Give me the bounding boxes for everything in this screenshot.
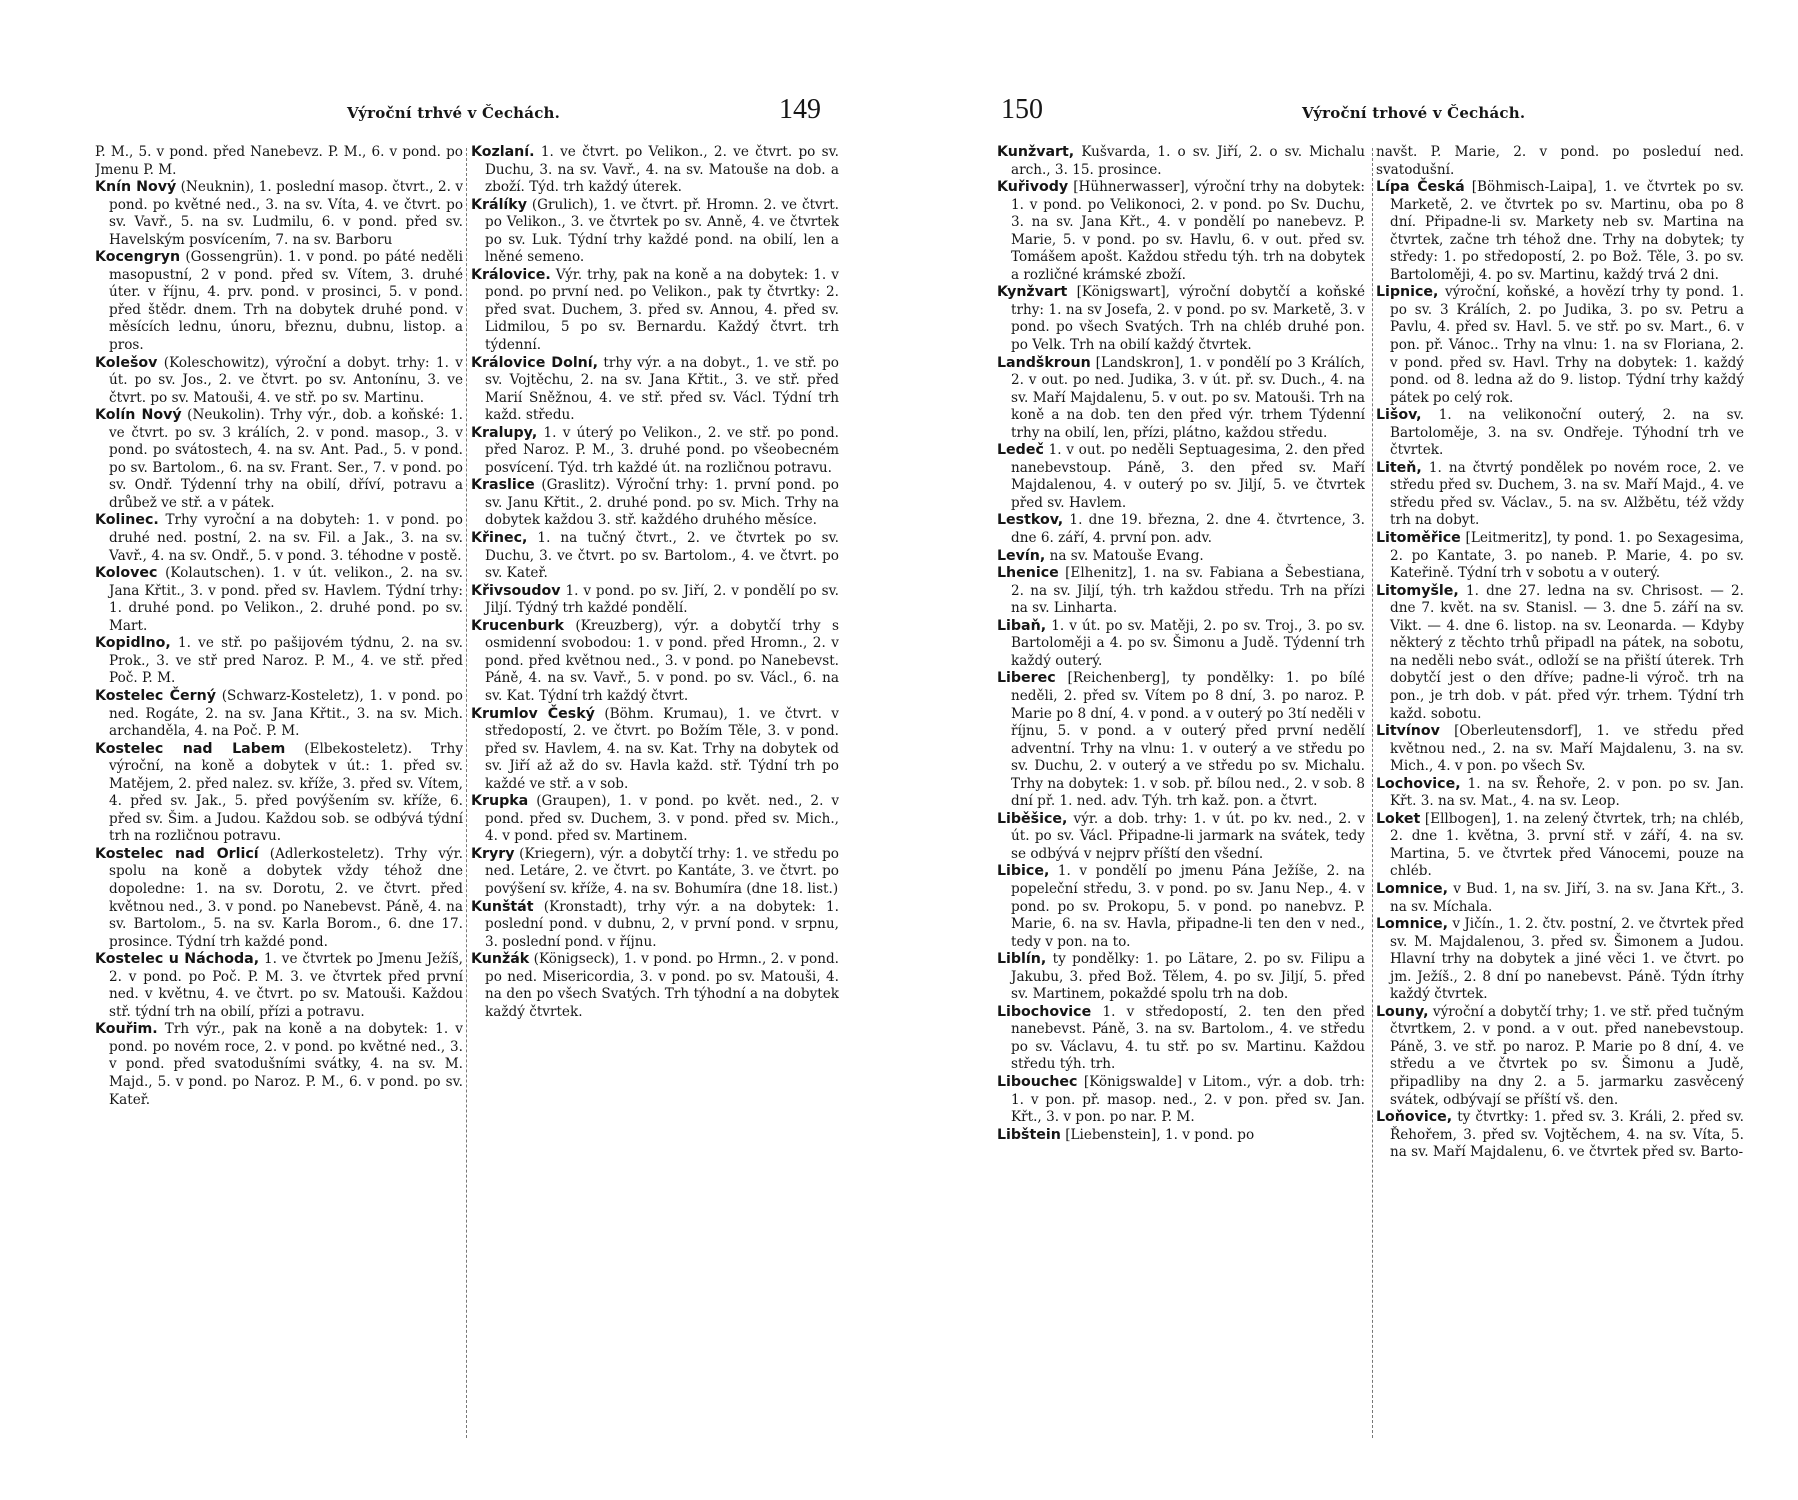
dictionary-entry	[95, 565, 463, 635]
dictionary-entry	[471, 355, 839, 425]
dictionary-entry	[1376, 179, 1744, 284]
dictionary-entry	[1376, 530, 1744, 583]
dictionary-entry	[95, 355, 463, 408]
entry-headword: Louny,	[1376, 1003, 1429, 1020]
entry-headword: Kostelec nad Orlicí	[95, 845, 259, 862]
entry-headword: Loňovice,	[1376, 1109, 1453, 1126]
entry-text: [Reichenberg], ty pondělky: 1. po bílé neděli, 2. před sv. Vítem po 8 dní, 3. po naroz. P. Marie po 8 dní, 4. v pond. a v outerý po 3tí neděli v říjnu, 5. v pond. a v outerý před první nedělí adventní. Trhy na vlnu: 1. v outerý a ve středu po sv. Duchu, 2. v outerý a ve středu po sv. Michalu. Trhy na dobytek: 1. v sob. př. bílou ned., 2. v sob. 8 dní př. 1. ned. adv. Týh. trh kaž. pon. a čtvrt.	[1011, 670, 1365, 810]
entry-text: [Hühnerwasser], výroční trhy na dobytek: 1. v pond. po Velikonoci, 2. v pond. po Sv. Duchu, 3. na sv. Jana Křt., 4. v pondělí po nanebevz. P. Marie, 5. v pond. po sv. Havlu, 6. v out. před sv. Tomášem apošt. Každou středu týh. trh na dobytek a rozličné krámské zboží.	[1011, 179, 1365, 283]
dictionary-entry	[997, 442, 1365, 512]
entry-headword: Liběšice,	[997, 810, 1068, 827]
entry-headword: Kostelec u Náchoda,	[95, 951, 260, 968]
right-page	[900, 0, 1798, 1500]
entry-headword: Kuřivody	[997, 179, 1069, 196]
entry-text: [Liebenstein], 1. v pond. po	[1065, 1126, 1255, 1143]
dictionary-entry	[997, 1004, 1365, 1074]
entry-text: [Ellbogen], 1. na zelený čtvrtek, trh; na chléb, 2. dne 1. května, 3. první stř. v září, 4. na sv. Martina, 5. ve čtvrtek před Vánocemi, pouze na chléb.	[1390, 810, 1744, 880]
entry-headword: Lipnice,	[1376, 284, 1439, 301]
dictionary-entry	[95, 179, 463, 249]
entry-text: (Königseck), 1. v pond. po Hrmn., 2. v pond. po ned. Misericordia, 3. v pond. po sv. Matouši, 4. na den po všech Svatých. Trh týhodní a na dobytek každý čtvrtek.	[485, 951, 839, 1020]
entry-headword: Libice,	[997, 863, 1050, 880]
entry-headword: Kocengryn	[95, 249, 181, 266]
entry-text: (Elbekosteletz). Trhy výroční, na koně a dobytek v út.: 1. před sv. Matějem, 2. před nalez. sv. kříže, 3. před sv. Vítem, 4. před sv. Jak., 5. před povýšením sv. kříže, 6. před sv. Šim. a Judou. Každou sob. se odbývá týdní trh na rozličnou potravu.	[109, 740, 463, 845]
entry-text: (Kreuzberg), výr. a dobytčí trhy s osmidenní svobodou: 1. v pond. před Hromn., 2. v pond. před květnou ned., 3. v pond. po Nanebevst. Páně, 4. na sv. Vavř., 5. v pond. po sv. Václ., 6. na sv. Kat. Týdní trh každý čtvrt.	[485, 617, 839, 704]
dictionary-entry	[997, 670, 1365, 810]
dictionary-entry	[997, 284, 1365, 354]
entry-headword: Lochovice,	[1376, 775, 1461, 792]
column-rule	[466, 148, 467, 1438]
dictionary-entry	[471, 618, 839, 706]
entry-headword: Kraslice	[471, 477, 535, 494]
entry-headword: Křivsoudov	[471, 582, 561, 599]
dictionary-entry	[95, 688, 463, 741]
entry-text: [Elhenitz], 1. na sv. Fabiana a Šebestiana, 2. na sv. Jiljí, týh. trh každou středu. Trh na přízi na sv. Linharta.	[1011, 565, 1365, 617]
entry-text: [Leitmeritz], ty pond. 1. po Sexagesima, 2. po Kantate, 3. po naneb. P. Marie, 4. po sv. Kateřině. Týdní trh v sobotu a v outerý.	[1390, 530, 1744, 582]
dictionary-entry	[997, 863, 1365, 951]
entry-headword: Libochovice	[997, 1003, 1092, 1020]
entry-headword: Landškroun	[997, 354, 1091, 371]
dictionary-entry	[95, 407, 463, 512]
dictionary-entry	[1376, 723, 1744, 776]
entry-text: (Kronstadt), trhy výr. a na dobytek: 1. poslední pond. v dubnu, 2, v první pond. v srpnu, 3. poslední pond. v říjnu.	[485, 898, 839, 950]
entry-text: výroční, koňské, a hovězí trhy ty pond. 1. po sv. 3 Králích, 2. po Judika, 3. po sv. Petru a Pavlu, 4. před sv. Havl. 5. ve stř. po sv. Mart., 6. v pon. př. Vánoc.. Trhy na vlnu: 1. na sv Floriana, 2. v pond. před sv. Havl. Trhy na dobytek: 1. každý pond. od 8. ledna až do 9. listop. Týdní trhy každý pátek po celý rok.	[1390, 284, 1744, 406]
dictionary-entry	[471, 267, 839, 355]
entry-text: v Jičín., 1. 2. čtv. postní, 2. ve čtvrtek před sv. M. Majdalenou, 3. před sv. Šimonem a Judou. Hlavní trhy na dobytek a jiné věci 1. ve čtvrt. po jm. Ježíš., 2. 8 dní po nanebevst. Páně. Týdn ítrhy každý čtvrtek.	[1390, 916, 1744, 1003]
dictionary-entry	[471, 425, 839, 478]
dictionary-entry	[997, 179, 1365, 284]
entry-text: (Graupen), 1. v pond. po květ. ned., 2. v pond. před sv. Duchem, 3. v pond. před sv. Mich., 4. v pond. před sv. Martinem.	[485, 793, 839, 845]
entry-text: 1. ve čtvrtek po Jmenu Ježíš, 2. v pond. po Poč. P. M. 3. ve čtvrtek před první ned. v květnu, 4. ve čtvrt. po sv. Matouši. Každou stř. týdní trh na obilí, přízi a potravu.	[109, 951, 463, 1020]
entry-text: (Kriegern), výr. a dobytčí trhy: 1. ve středu po ned. Letáre, 2. ve čtvrt. po Kantáte, 3. ve čtvrt. po povýšení sv. kříže, 4. na sv. Bohumíra (dne 18. list.)	[485, 845, 839, 897]
entry-headword: Liberec	[997, 670, 1056, 687]
entry-headword: Lomnice,	[1376, 880, 1448, 897]
entry-headword: Krumlov Český	[471, 705, 595, 722]
dictionary-entry	[471, 583, 839, 618]
entry-text: (Gossengrün). 1. v pond. po páté neděli masopustní, 2 v pond. před sv. Vítem, 3. druhé úter. v říjnu, 4. prv. pond. v prosinci, 5. v pond. před štědr. dnem. Trh na dobytek druhé pond. v měsících lednu, únoru, březnu, dubnu, listop. a pros.	[109, 249, 463, 354]
entry-text: výr. a dob. trhy: 1. v út. po kv. ned., 2. v út. po sv. Václ. Připadne-li jarmark na svátek, tedy se odbývá v nejprv příští den všední.	[1011, 810, 1365, 862]
entry-text: 1. v out. po neděli Septuagesima, 2. den před nanebevstoup. Páně, 3. den před sv. Maří Majdalenou, 4. v outerý po sv. Jiljí, 5. ve čtvrtek před sv. Havlem.	[1011, 442, 1365, 511]
entry-text: [Landskron], 1. v pondělí po 3 Králích, 2. v out. po ned. Judika, 3. v út. př. sv. Duch., 4. na sv. Maří Majdalenu, 5. v out. po sv. Matouši. Trh na koně a na dob. ten den před výr. trhem Týdenní trhy na obilí, len, přízi, plátno, každou středu.	[1011, 354, 1365, 441]
entry-text: Kušvarda, 1. o sv. Jiří, 2. o sv. Michalu arch., 3. 15. prosince.	[1011, 144, 1365, 178]
entry-headword: Knín Nový	[95, 179, 177, 196]
entry-text: ty čtvrtky: 1. před sv. 3. Králi, 2. před sv. Řehořem, 3. před sv. Vojtěchem, 4. na sv. Víta, 5. na sv. Maří Majdalenu, 6. ve čtvrtek před sv. Barto-	[1390, 1109, 1744, 1161]
entry-text: (Kolautschen). 1. v út. velikon., 2. na sv. Jana Křtit., 3. v pond. před sv. Havlem. Týdní trhy: 1. druhé pond. po Velikon., 2. druhé pond. po sv. Mart.	[109, 565, 463, 634]
dictionary-entry	[1376, 407, 1744, 460]
entry-text: v Bud. 1, na sv. Jiří, 3. na sv. Jana Křt., 3. na sv. Míchala.	[1390, 880, 1744, 915]
entry-text: Trh výr., pak na koně a na dobytek: 1. v pond. po novém roce, 2. v pond. po květné ned., 3. v pond. před svatodušními svátky, 4. na sv. M. Majd., 5. v pond. po Naroz. P. M., 6. v pond. po sv. Kateř.	[109, 1021, 463, 1108]
entry-text: (Böhm. Krumau), 1. ve čtvrt. v středopostí, 2. ve čtvrt. po Božím Těle, 3. v pond. před sv. Havlem, 4. na sv. Kat. Trhy na dobytek od sv. Jiří až až do sv. Havla každ. stř. Týdní trh po každé ve stř. a v sob.	[485, 705, 839, 792]
entry-text: 1. na sv. Řehoře, 2. v pon. po sv. Jan. Křt. 3. na sv. Mat., 4. na sv. Leop.	[1390, 775, 1744, 810]
dictionary-entry	[1376, 583, 1744, 723]
entry-headword: Kynžvart	[997, 284, 1068, 301]
dictionary-entry	[1376, 811, 1744, 881]
entry-headword: Libštein	[997, 1126, 1061, 1143]
entry-text: 1. v pondělí po jmenu Pána Ježíše, 2. na popeleční středu, 3. v pond. po sv. Janu Nep., 4. v pond. po sv. Prokopu, 5. v pond. po nanebvz. P. Marie, 6. na sv. Havla, připadne-li ten den v ned., tedy v pon. na to.	[1011, 863, 1365, 950]
dictionary-entry	[471, 477, 839, 530]
column	[1376, 144, 1744, 1474]
dictionary-entry	[471, 899, 839, 952]
entry-text: (Schwarz-Kosteletz), 1. v pond. po ned. Rogáte, 2. na sv. Jana Křtit., 3. na sv. Mich. archanděla, 4. na Poč. P. M.	[109, 687, 463, 740]
entry-headword: Lišov,	[1376, 407, 1422, 424]
entry-headword: Kralupy,	[471, 424, 538, 441]
entry-headword: Kouřim.	[95, 1021, 158, 1038]
entry-text: 1. v úterý po Velikon., 2. ve stř. po pond. před Naroz. P. M., 3. druhé pond. po všeobecném posvícení. Týd. trh každé út. na rozličnou potravu.	[485, 424, 839, 476]
dictionary-entry	[1376, 881, 1744, 916]
dictionary-entry	[95, 1021, 463, 1109]
column	[95, 144, 463, 1474]
dictionary-entry	[95, 951, 463, 1021]
entry-headword: Kunžák	[471, 951, 530, 968]
entry-text: 1. v středopostí, 2. ten den před nanebevst. Páně, 3. na sv. Bartolom., 4. ve středu po sv. Václavu, 4. tu stř. po sv. Martinu. Každou středu týh. trh.	[1011, 1003, 1365, 1073]
entry-text: na sv. Matouše Evang.	[1049, 547, 1204, 564]
dictionary-entry	[471, 706, 839, 794]
dictionary-entry	[95, 144, 463, 179]
dictionary-entry	[1376, 1004, 1744, 1109]
entry-headword: Kolešov	[95, 354, 158, 371]
entry-headword: Libaň,	[997, 617, 1047, 634]
entry-headword: Kryry	[471, 845, 515, 862]
entry-headword: Lomnice,	[1376, 916, 1448, 933]
dictionary-entry	[997, 1127, 1365, 1145]
entry-headword: Libouchec	[997, 1073, 1078, 1090]
dictionary-entry	[997, 548, 1365, 566]
entry-text: [Oberleutensdorf], 1. ve středu před květnou ned., 2. na sv. Maří Majdalenu, 3. na sv. Mich., 4. v pon. po všech Sv.	[1390, 723, 1744, 775]
entry-text: 1. na velikonoční outerý, 2. na sv. Bartoloměje, 3. na sv. Ondřeje. Týhodní trh ve čtvrtek.	[1390, 407, 1744, 459]
entry-headword: Kozlaní.	[471, 144, 535, 160]
page-number: 150	[1001, 94, 1043, 125]
dictionary-entry	[997, 618, 1365, 671]
entry-headword: Ledeč	[997, 442, 1044, 459]
entry-text: (Adlerkosteletz). Trhy výr. spolu na koně a dobytek vždy téhož dne dopoledne: 1. na sv. Dorotu, 2. ve čtvrt. před květnou ned., 3. v pond. po Nanebevst. Páně, 4. na sv. Bartolom., 5. na sv. Karla Borom., 6. dne 17. prosince. Týdní trh každé pond.	[109, 845, 463, 950]
entry-text: 1. ve stř. po pašijovém týdnu, 2. na sv. Prok., 3. ve stř pred Naroz. P. M., 4. ve stř. před Poč. P. M.	[109, 635, 463, 687]
entry-text: 1. na čtvrtý pondělek po novém roce, 2. ve středu před sv. Duchem, 3. na sv. Maří Majd., 4. ve středu před sv. Václav., 5. na sv. Alžbětu, též vždy trh na dobyt.	[1390, 459, 1744, 529]
entry-headword: Kolovec	[95, 565, 158, 582]
entry-headword: Litvínov	[1376, 723, 1440, 740]
column	[997, 144, 1365, 1474]
entry-headword: Litoměřice	[1376, 530, 1461, 547]
entry-text: ty pondělky: 1. po Lätare, 2. po sv. Filipu a Jakubu, 3. před Bož. Tělem, 4. po sv. Jiljí, 5. před sv. Martinem, pokaždé spolu trh na dob.	[1011, 951, 1365, 1003]
running-header: Výroční trhové v Čechách.	[1302, 104, 1526, 122]
dictionary-entry	[95, 635, 463, 688]
entry-text: 1. na tučný čtvrt., 2. ve čtvrtek po sv. Duchu, 3. ve čtvrt. po sv. Bartolom., 4. ve čtvrt. po sv. Kateř.	[485, 530, 839, 582]
column	[471, 144, 839, 1474]
column-rule	[1372, 148, 1373, 1438]
dictionary-entry	[1376, 144, 1744, 179]
entry-text: trhy výr. a na dobyt., 1. ve stř. po sv. Vojtěchu, 2. na sv. Jana Křtit., 3. ve stř. před Marií Sněžnou, 4. ve stř. před sv. Václ. Týdní trh každ. středu.	[485, 354, 839, 424]
entry-text: Trhy vyroční a na dobyteh: 1. v pond. po druhé ned. postní, 2. na sv. Fil. a Jak., 3. na sv. Vavř., 4. na sv. Ondř., 5. v pond. 3. téhodne v postě.	[109, 512, 463, 564]
dictionary-entry	[471, 197, 839, 267]
entry-text: 1. dne 19. března, 2. dne 4. čtvrtence, 3. dne 6. září, 4. první pon. adv.	[1011, 512, 1365, 547]
entry-text: 1. v út. po sv. Matěji, 2. po sv. Troj., 3. po sv. Bartoloměji a 4. po sv. Šimonu a Judě. Týdenní trh každý outerý.	[1011, 617, 1365, 669]
dictionary-entry	[997, 1074, 1365, 1127]
entry-headword: Levín,	[997, 547, 1046, 564]
entry-headword: Kopidlno,	[95, 635, 171, 652]
dictionary-entry	[1376, 776, 1744, 811]
entry-headword: Králíky	[471, 196, 527, 213]
dictionary-entry	[1376, 284, 1744, 407]
dictionary-entry	[1376, 1109, 1744, 1162]
entry-headword: Křinec,	[471, 530, 528, 547]
entry-text: [Königswalde] v Litom., výr. a dob. trh: 1. v pon. př. masop. ned., 2. v pon. před sv. Jan. Křt., 3. v pon. po nar. P. M.	[1011, 1073, 1365, 1126]
entry-headword: Liteň,	[1376, 459, 1422, 476]
dictionary-entry	[997, 565, 1365, 618]
entry-text: (Neuknin), 1. poslední masop. čtvrt., 2. v pond. po květné ned., 3. na sv. Víta, 4. ve čtvrt. po sv. Vavř., 5. na sv. Ludmilu, 6. v pond. před sv. Havelským posvícením, 7. na sv. Barboru	[109, 179, 463, 248]
entry-headword: Kolín Nový	[95, 407, 182, 424]
entry-headword: Krucenburk	[471, 617, 564, 634]
entry-text: [Böhmisch-Laipa], 1. ve čtvrtek po sv. Marketě, 2. ve čtvrtek po sv. Martinu, oba po 8 dní. Připadne-li sv. Markety neb sv. Martina na čtvrtek, začne trh téhož dne. Trhy na dobytek; ty středy: 1. po středopostí, 2. po Bož. Těle, 3. po sv. Bartoloměji, 4. po sv. Martinu, každý trvá 2 dni.	[1390, 179, 1744, 283]
entry-headword: Kostelec Černý	[95, 687, 216, 704]
entry-text: 1. ve čtvrt. po Velikon., 2. ve čtvrt. po sv. Duchu, 3. na sv. Vavř., 4. na sv. Matouše na dob. a zboží. Týd. trh každý úterek.	[485, 144, 839, 196]
entry-text: Výr. trhy, pak na koně a na dobytek: 1. v pond. po první ned. po Velikon., pak ty čtvrtky: 2. před svat. Duchem, 3. před sv. Annou, 4. před sv. Lidmilou, 5 po sv. Bernardu. Každý čtvrt. trh týdenní.	[485, 266, 839, 354]
entry-headword: Královice Dolní,	[471, 354, 599, 371]
dictionary-entry	[1376, 460, 1744, 530]
entry-headword: Kunštát	[471, 898, 534, 915]
dictionary-entry	[1376, 916, 1744, 1004]
entry-text: výroční a dobytčí trhy; 1. ve stř. před tučným čtvrtkem, 2. v pond. a v out. před nanebevstoup. Páně, 3. ve stř. po naroz. P. Marie po 8 dní, 4. ve středu a ve čtvrtek po sv. Šimonu a Judě, připadliby na dny 2. a 5. jarmarku zasvěcený svátek, odbývají se příští vš. den.	[1390, 1003, 1744, 1108]
entry-headword: Kostelec nad Labem	[95, 740, 286, 757]
entry-headword: Lhenice	[997, 565, 1059, 582]
dictionary-entry	[471, 846, 839, 899]
entry-text: 1. dne 27. ledna na sv. Chrisost. — 2. dne 7. květ. na sv. Stanisl. — 3. dne 5. září na sv. Vikt. — 4. dne 6. listop. na sv. Leonarda. — Kdyby některý z těchto trhů připadl na pátek, na sobotu, na neděli nebo svát., odloží se na přiští úterek. Trh dobytčí jest o den dříve; padne-li výroč. trh na pon., je trh dob. v pát. před výr. trhem. Týdní trh každ. sobotu.	[1390, 582, 1744, 722]
entry-headword: Litomyšle,	[1376, 582, 1459, 599]
entry-text: P. M., 5. v pond. před Nanebevz. P. M., 6. v pond. po Jmenu P. M.	[95, 144, 463, 178]
dictionary-entry	[997, 355, 1365, 443]
entry-text: (Grulich), 1. ve čtvrt. př. Hromn. 2. ve čtvrt. po Velikon., 3. ve čtvrtek po sv. Anně, 4. ve čtvrtek po sv. Luk. Týdní trhy každé pond. na obilí, len a lněné semeno.	[485, 196, 839, 266]
dictionary-entry	[997, 144, 1365, 179]
entry-headword: Liblín,	[997, 951, 1047, 968]
entry-headword: Kunžvart,	[997, 144, 1075, 160]
page-number: 149	[779, 94, 821, 125]
dictionary-entry	[95, 741, 463, 846]
dictionary-entry	[95, 846, 463, 951]
entry-text: 1. v pond. po sv. Jiří, 2. v pondělí po sv. Jiljí. Týdný trh každé pondělí.	[485, 582, 839, 617]
dictionary-entry	[471, 144, 839, 197]
dictionary-entry	[997, 951, 1365, 1004]
entry-headword: Krupka	[471, 793, 529, 810]
entry-headword: Loket	[1376, 810, 1421, 827]
entry-text: (Graslitz). Výroční trhy: 1. první pond. po sv. Janu Křtit., 2. druhé pond. po sv. Mich. Trhy na dobytek každou 3. stř. každého druhého měsíce.	[485, 477, 839, 529]
entry-text: (Neukolin). Trhy výr., dob. a koňské: 1. ve čtvrt. po sv. 3 králích, 2. v pond. masop., 3. v pond. po svátostech, 4. na sv. Ant. Pad., 5. v pond. po sv. Bartolom., 6. na sv. Frant. Ser., 7. v pond. po sv. Ondř. Týdenní trhy na obilí, dříví, potravu a drůbež ve stř. a v pátek.	[109, 407, 463, 511]
running-header: Výroční trhvé v Čechách.	[347, 104, 561, 122]
entry-headword: Kolinec.	[95, 512, 159, 529]
entry-headword: Lípa Česká	[1376, 179, 1465, 196]
dictionary-entry	[95, 512, 463, 565]
dictionary-entry	[471, 793, 839, 846]
entry-text: (Koleschowitz), výroční a dobyt. trhy: 1. v út. po sv. Jos., 2. ve čtvrt. po sv. Antonínu, 3. ve čtvrt. po sv. Matouši, 4. ve stř. po sv. Martinu.	[109, 354, 463, 406]
entry-headword: Královice.	[471, 266, 551, 283]
dictionary-entry	[471, 951, 839, 1021]
entry-headword: Lestkov,	[997, 512, 1064, 529]
entry-text: navšt. P. Marie, 2. v pond. po posleduí ned. svatodušní.	[1376, 144, 1744, 178]
dictionary-entry	[997, 811, 1365, 864]
dictionary-entry	[95, 249, 463, 354]
dictionary-entry	[997, 512, 1365, 547]
entry-text: [Königswart], výroční dobytčí a koňské trhy: 1. na sv Josefa, 2. v pond. po sv. Marketě, 3. v pond. po všech Svatých. Trh na chléb druhé pon. po Velk. Trh na obilí každý čtvrtek.	[1011, 284, 1365, 354]
dictionary-entry	[471, 530, 839, 583]
